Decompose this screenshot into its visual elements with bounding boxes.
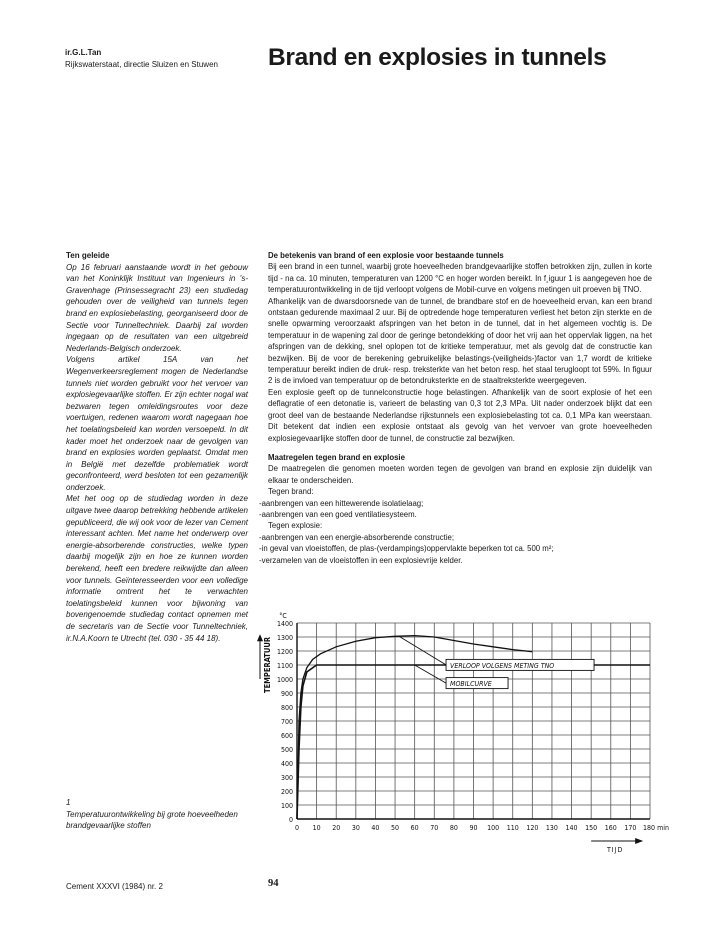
x-axis-arrowhead <box>635 838 643 844</box>
body-paragraph: Een explosie geeft op de tunnelconstructie hoge belastingen. Afhankelijk van de soort explosie of het een deflagratie of een detonatie is, varieert de belasting van 0,3 tot 2,3 MPa. Uit nader onderzoek blijkt dat een groot deel van de bestaande Nederlandse rijkstunnels een explosiebelasting tot ca. 0,1 MPa kan weerstaan. Dit betekent dat indien een explosie ontstaat als gevolg van het vervoer van grote hoeveelheden explosiegevaarlijke stoffen door de tunnel, de constructie zal bezwijken. <box>268 387 652 443</box>
x-tick-label: 80 <box>449 824 458 832</box>
left-paragraph: Volgens artikel 15A van het Wegenverkeersreglement mogen de Nederlandse tunnels niet worden gebruikt voor het vervoer van explosiegevaarlijke stoffen. Er zijn echter nogal wat bezwaren tegen omleidingsroutes voor deze voertuigen, redenen waarom wordt nagegaan hoe het toelatingsbeleid kan worden versoepeld. In dit kader moet het onderzoek naar de gevolgen van brand en explosies worden geplaatst. Omdat men in België met dezelfde problematiek wordt geconfronteerd, werd besloten tot een gezamenlijk onderzoek. <box>66 355 248 492</box>
y-tick-label: 200 <box>280 788 293 796</box>
y-tick-label: 900 <box>280 690 293 698</box>
x-tick-label: 100 <box>487 824 500 832</box>
legend-entry: VERLOOP VOLGENS METING TNO <box>450 661 555 670</box>
left-paragraph: Op 16 februari aanstaande wordt in het gebouw van het Koninklijk Instituut van Ingenieurs in 's-Gravenhage (Prinsessegracht 23) een studiedag gehouden over de veiligheid van tunnels tegen brand en explosiebelasting, georganiseerd door de Sectie voor Tunneltechniek. Daarbij zal worden ingegaan op de resultaten van een uitgebreid Nederlands-Belgisch onderzoek. <box>66 262 248 353</box>
x-tick-label: 150 <box>585 824 598 832</box>
list-item: -aanbrengen van een goed ventilatiesysteem. <box>259 509 417 519</box>
y-tick-label: 500 <box>280 746 293 754</box>
explosion-label: Tegen explosie: <box>268 521 323 531</box>
body-paragraph: De maatregelen die genomen moeten worden tegen de gevolgen van brand en explosie zijn duidelijk van elkaar te onderscheiden. <box>268 464 652 485</box>
author-name: ir.G.L.Tan <box>65 48 102 57</box>
y-tick-label: 700 <box>280 718 293 726</box>
list-item: -verzamelen van de vloeistoffen in een explosievrije kelder. <box>259 555 463 565</box>
page-number: 94 <box>268 878 279 889</box>
x-tick-label: 40 <box>371 824 380 832</box>
x-tick-label: 0 <box>294 824 300 832</box>
y-axis-unit: °C <box>279 612 287 620</box>
x-tick-label: 110 <box>506 824 519 832</box>
chart-grid <box>297 623 650 819</box>
y-tick-label: 300 <box>280 774 293 782</box>
x-tick-label: 10 <box>312 824 321 832</box>
legend-entry: MOBILCURVE <box>450 680 492 689</box>
y-tick-label: 100 <box>280 802 293 810</box>
y-tick-label: 1100 <box>276 662 293 670</box>
y-tick-label: 1200 <box>276 648 293 656</box>
journal-reference: Cement XXXVI (1984) nr. 2 <box>66 882 163 891</box>
y-tick-label: 1000 <box>276 676 293 684</box>
x-tick-label: 90 <box>469 824 478 832</box>
x-tick-label: 20 <box>332 824 341 832</box>
y-tick-label: 800 <box>280 704 293 712</box>
chart-labels <box>257 612 669 854</box>
x-tick-label: 50 <box>391 824 400 832</box>
left-paragraph: Met het oog op de studiedag worden in deze uitgave twee daarop betrekking hebbende artikelen gepubliceerd, die wij ook voor de lezer van Cement interessant achten. Met name het onderwerp over energie-absorberende constructies, welke typen daarbij mogelijk zijn en hoe ze kunnen worden berekend, heeft een bredere reikwijdte dan alleen voor tunnels. Geïnteresseerden voor een volledige informatie omtrent het te verwachten toelatingsbeleid kunnen voor bijwoning van bovengenoemde studiedag contact opnemen met de secretaris van de Sectie voor Tunneltechniek, ir.N.A.Koorn te Utrecht (tel. 030 - 35 44 18). <box>66 494 248 643</box>
y-tick-label: 0 <box>288 816 293 824</box>
section-heading: Maatregelen tegen brand en explosie <box>268 452 405 462</box>
y-tick-label: 400 <box>280 760 293 768</box>
body-paragraph: Afhankelijk van de dwarsdoorsnede van de tunnel, de brandbare stof en de hoeveelheid ervan, kan een brand ontstaan gedurende maximaal 2 uur. Bij de optredende hoge temperaturen verliest het beton zijn sterkte en de snelle opwarming veroorzaakt afspringen van het beton in de tunnel, dat in het algemeen vochtig is. De temperatuur in de wapening zal door de geringe betondekking of door het vrij aan het oppervlak liggen, na het afspringen van de dekking, snel oplopen tot de kritieke temperatuur, met als gevolg dat de constructie kan bezwijken. Bij de voor de berekening gebruikelijke belastings-(veiligheids-)factor van 1,7 wordt de kritieke temperatuur bereikt indien de druk- resp. treksterkte van het beton resp. het staal terugloopt tot 59%. In figuur 2 is de invloed van temperatuur op de betondruksterkte en de staaltreksterkte weergegeven. <box>268 296 652 386</box>
section-heading: De betekenis van brand of een explosie voor bestaande tunnels <box>268 251 504 260</box>
list-item: -aanbrengen van een energie-absorberende constructie; <box>259 532 455 542</box>
legend-leader <box>415 665 446 683</box>
fire-label: Tegen brand: <box>268 487 314 497</box>
figure-caption <box>66 797 246 832</box>
caption-number: 1 <box>66 798 71 807</box>
x-tick-label: 160 <box>604 824 617 832</box>
y-tick-label: 1400 <box>276 620 293 628</box>
left-heading: Ten geleide <box>66 251 110 260</box>
y-tick-label: 600 <box>280 732 293 740</box>
x-axis-label: TIJD <box>606 846 624 854</box>
x-tick-label: 120 <box>526 824 539 832</box>
x-tick-label: 30 <box>351 824 360 832</box>
y-axis-label: TEMPERATUUR <box>263 636 272 694</box>
author-affiliation: Rijkswaterstaat, directie Sluizen en Stuwen <box>65 60 218 69</box>
x-tick-label: 60 <box>410 824 419 832</box>
article-title: Brand en explosies in tunnels <box>268 44 607 71</box>
y-tick-label: 1300 <box>276 634 293 642</box>
x-tick-label: 180 min <box>643 824 669 832</box>
x-tick-label: 70 <box>430 824 439 832</box>
x-tick-label: 140 <box>565 824 578 832</box>
x-tick-label: 130 <box>545 824 558 832</box>
list-item: -in geval van vloeistoffen, de plas-(verdampings)oppervlakte beperken tot ca. 500 m²; <box>259 544 554 554</box>
body-paragraph: Bij een brand in een tunnel, waarbij grote hoeveelheden brandgevaarlijke stoffen betrokken zijn, zullen in korte tijd - na ca. 10 minuten, temperaturen van 1200 °C en hoger worden bereikt. In f¸iguur 1 is aangegeven hoe de temperatuurontwikkeling in de tijd verloopt volgens de Mobil-curve en volgens metingen uit proeven bij TNO. <box>268 262 652 295</box>
list-item: -aanbrengen van een hittewerende isolatielaag; <box>259 498 424 508</box>
caption-text: Temperatuurontwikkeling bij grote hoeveelheden brandgevaarlijke stoffen <box>66 809 238 831</box>
x-tick-label: 170 <box>624 824 637 832</box>
